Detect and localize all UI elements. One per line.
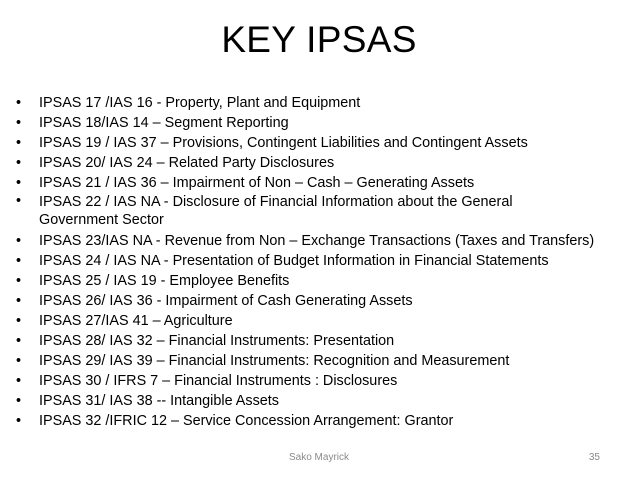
bullet-glyph: • <box>16 253 22 269</box>
bullet-glyph: • <box>16 175 22 191</box>
bullet-text: IPSAS 18/IAS 14 – Segment Reporting <box>39 115 289 131</box>
bullet-item <box>16 311 631 331</box>
bullet-text: IPSAS 32 /IFRIC 12 – Service Concession Arrangement: Grantor <box>39 413 454 429</box>
bullet-item <box>16 193 579 231</box>
bullet-item <box>16 371 631 391</box>
bullet-item <box>16 133 631 153</box>
bullet-text: IPSAS 19 / IAS 37 – Provisions, Contingent Liabilities and Contingent Assets <box>39 135 528 151</box>
bullet-glyph: • <box>16 115 22 131</box>
bullet-glyph: • <box>16 353 22 369</box>
bullet-text: IPSAS 21 / IAS 36 – Impairment of Non – Cash – Generating Assets <box>39 175 475 191</box>
bullet-text: IPSAS 27/IAS 41 – Agriculture <box>39 313 233 329</box>
bullet-glyph: • <box>16 155 22 171</box>
bullet-text: IPSAS 23/IAS NA - Revenue from Non – Exchange Transactions (Taxes and Transfers) <box>39 233 595 249</box>
bullet-text: IPSAS 24 / IAS NA - Presentation of Budget Information in Financial Statements <box>39 253 549 269</box>
bullet-item <box>16 231 631 251</box>
slide-number: 35 <box>588 452 600 463</box>
bullet-text: IPSAS 20/ IAS 24 – Related Party Disclosures <box>39 155 335 171</box>
bullet-item <box>16 271 631 291</box>
bullet-item <box>16 291 631 311</box>
bullet-glyph: • <box>16 413 22 429</box>
bullet-glyph: • <box>16 233 22 249</box>
bullet-text: IPSAS 25 / IAS 19 - Employee Benefits <box>39 273 290 289</box>
bullet-glyph: • <box>16 313 22 329</box>
bullet-item <box>16 251 631 271</box>
bullet-glyph: • <box>16 193 22 209</box>
bullet-item <box>16 411 631 431</box>
bullet-glyph: • <box>16 135 22 151</box>
bullet-text: IPSAS 31/ IAS 38 -- Intangible Assets <box>39 393 279 409</box>
bullet-text: IPSAS 30 / IFRS 7 – Financial Instruments : Disclosures <box>39 373 398 389</box>
bullet-glyph: • <box>16 393 22 409</box>
bullet-item <box>16 351 631 371</box>
slide-title: KEY IPSAS <box>221 19 417 60</box>
bullet-text: IPSAS 28/ IAS 32 – Financial Instruments: Presentation <box>39 333 395 349</box>
bullet-glyph: • <box>16 293 22 309</box>
bullet-glyph: • <box>16 373 22 389</box>
bullet-item <box>16 153 631 173</box>
bullet-list <box>16 93 631 431</box>
bullet-item <box>16 113 631 133</box>
bullet-glyph: • <box>16 273 22 289</box>
bullet-item <box>16 93 631 113</box>
bullet-glyph: • <box>16 95 22 111</box>
bullet-text: IPSAS 26/ IAS 36 - Impairment of Cash Generating Assets <box>39 293 413 309</box>
bullet-item <box>16 173 631 193</box>
bullet-item <box>16 391 631 411</box>
bullet-text: IPSAS 29/ IAS 39 – Financial Instruments: Recognition and Measurement <box>39 353 510 369</box>
footer-author: Sako Mayrick <box>288 452 349 463</box>
bullet-text: IPSAS 22 / IAS NA - Disclosure of Financial Information about the General Government Sector <box>39 194 513 228</box>
bullet-text: IPSAS 17 /IAS 16 - Property, Plant and Equipment <box>39 95 361 111</box>
bullet-item <box>16 331 631 351</box>
bullet-glyph: • <box>16 333 22 349</box>
